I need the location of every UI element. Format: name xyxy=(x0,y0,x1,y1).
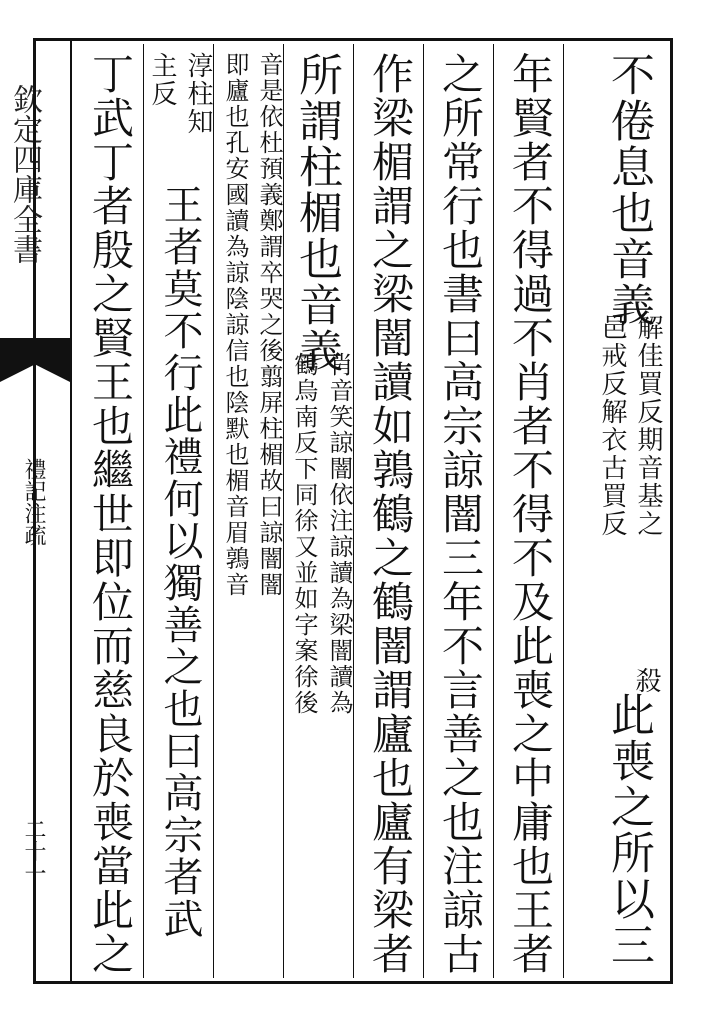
main-text: 丁武丁者殷之賢王也繼世即位而慈良於喪當此之 xyxy=(86,52,135,976)
annotation-pair xyxy=(220,52,284,598)
text-column-8 xyxy=(80,52,144,976)
main-text: 所謂柱楣也音義 xyxy=(291,52,342,374)
main-text: 王者莫不行此禮何以獨善之也曰高宗者武 xyxy=(157,184,203,940)
annotation-right: 音是依杜預義鄭謂卒哭之後翦屏柱楣故曰諒闇闇 xyxy=(255,52,283,598)
main-text: 此喪之所以三 xyxy=(603,692,654,968)
page-number: 二十一 xyxy=(21,818,46,884)
collection-title: 欽定四庫全書 xyxy=(7,84,42,264)
annotation-tail: 殺 xyxy=(631,667,661,695)
annotation-left: 鶴烏南反下同徐又並如字案徐後 xyxy=(290,352,318,716)
main-text: 年賢者不得過不肖者不得不及此喪之中庸也王者 xyxy=(506,52,555,976)
annotation-right: 解佳買反期音基之 xyxy=(633,314,663,538)
annotation-left: 即廬也孔安國讀為諒陰諒信也陰默也楣音眉鶉音 xyxy=(221,52,249,598)
annotation-pair xyxy=(147,52,214,136)
text-column-3 xyxy=(430,52,494,976)
text-column-4 xyxy=(360,52,424,976)
annotation-left: 主反 xyxy=(147,52,177,108)
main-text: 作梁楣謂之梁闇讀如鶉鶴之鶴闇謂廬也廬有梁者 xyxy=(366,52,415,976)
annotation-right: 肖音笑諒闇依注諒讀為梁闇讀為 xyxy=(325,352,353,716)
annotation-pair xyxy=(290,352,354,716)
text-column-2 xyxy=(500,52,564,976)
book-title: 禮記注疏 xyxy=(21,458,46,546)
main-text: 之所常行也書曰高宗諒闇三年不言善之也注諒古 xyxy=(436,52,485,976)
column-rule xyxy=(213,44,214,978)
main-text: 不倦息也音義 xyxy=(603,52,654,328)
annotation-right: 淳柱知 xyxy=(183,52,213,136)
annotation-pair xyxy=(597,314,664,538)
annotation-left: 邑戒反解衣古買反 xyxy=(597,314,627,538)
